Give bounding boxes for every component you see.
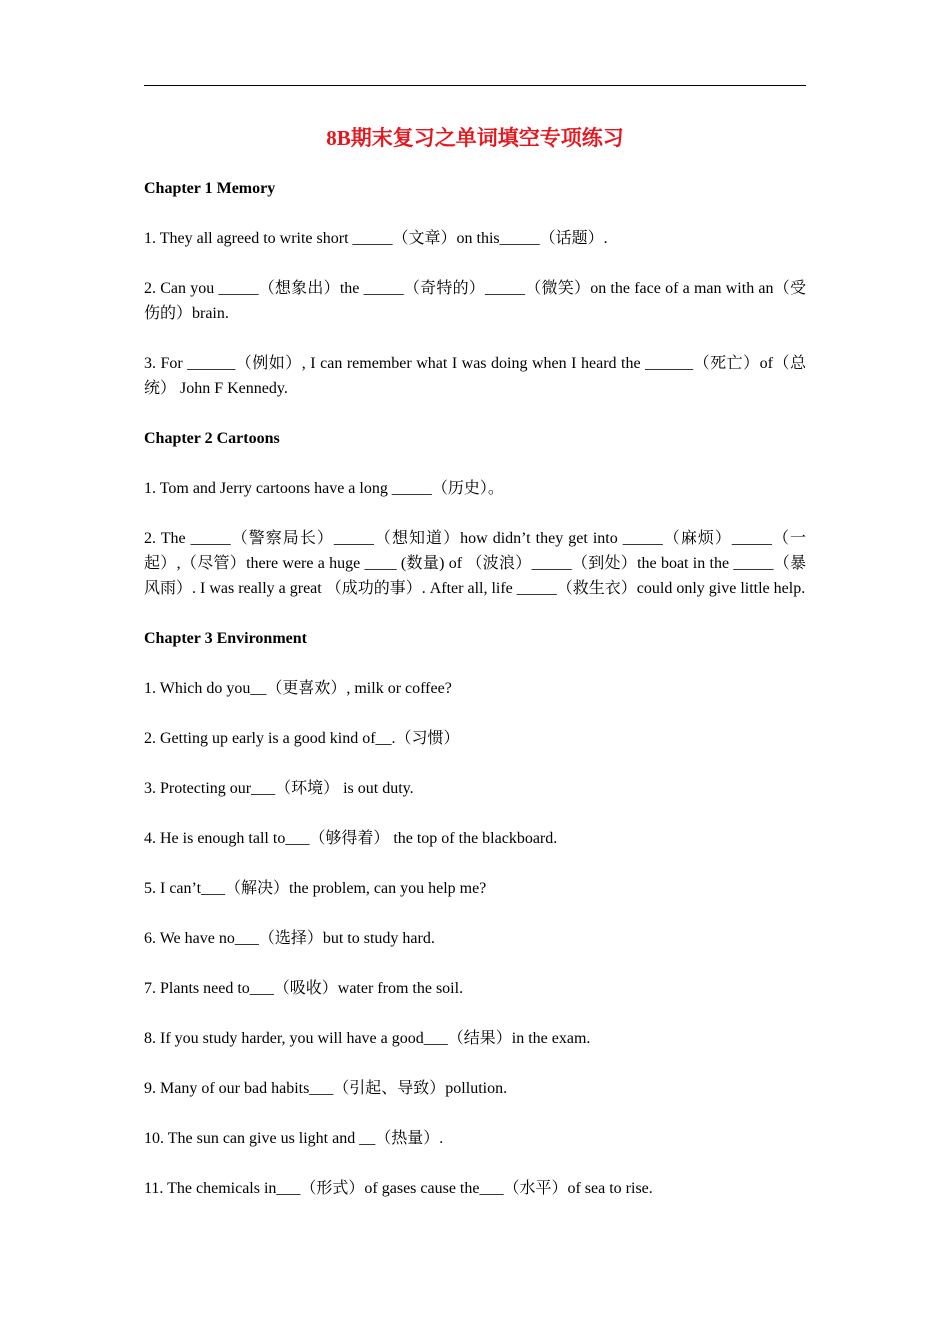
exercise-item: 6. We have no___（选择）but to study hard.	[144, 930, 435, 947]
exercise-item: 11. The chemicals in___（形式）of gases cause the___（水平）of sea to rise.	[144, 1180, 653, 1197]
chapter-heading: Chapter 3 Environment	[144, 630, 307, 647]
chapter-heading: Chapter 1 Memory	[144, 180, 276, 197]
exercise-item: 1. Tom and Jerry cartoons have a long _____（历史）。	[144, 480, 504, 497]
exercise-item: 4. He is enough tall to___（够得着） the top of the blackboard.	[144, 830, 558, 847]
chapter-heading: Chapter 2 Cartoons	[144, 430, 280, 447]
exercise-item: 2. Getting up early is a good kind of__.（习惯）	[144, 730, 460, 747]
exercise-item: 1. They all agreed to write short _____（文章）on this_____（话题）.	[144, 230, 608, 247]
exercise-item: 10. The sun can give us light and __（热量）.	[144, 1130, 444, 1147]
exercise-item: 2. The _____（警察局长）_____（想知道）how didn’t they get into _____（麻烦）_____（一起）,（尽管）there were a huge ____ (数量) of （波浪）_____（到处）the boat in the _____（暴风雨）. I was really a great （成功的事）. After all, life _____（救生衣）could only give little help.	[144, 530, 806, 597]
exercise-item: 7. Plants need to___（吸收）water from the soil.	[144, 980, 464, 997]
exercise-item: 1. Which do you__（更喜欢）, milk or coffee?	[144, 680, 452, 697]
exercise-item: 5. I can’t___（解决）the problem, can you help me?	[144, 880, 487, 897]
document-title: 8B期末复习之单词填空专项练习	[326, 126, 624, 150]
header-rule	[144, 85, 806, 86]
document-body	[144, 176, 806, 1201]
exercise-item: 8. If you study harder, you will have a good___（结果）in the exam.	[144, 1030, 591, 1047]
exercise-item: 3. Protecting our___（环境） is out duty.	[144, 780, 414, 797]
exercise-item: 2. Can you _____（想象出）the _____（奇特的）_____（微笑）on the face of a man with an（受伤的）brain.	[144, 280, 806, 322]
exercise-item: 3. For ______（例如）, I can remember what I was doing when I heard the ______（死亡）of（总统） John F Kennedy.	[144, 355, 806, 397]
exercise-item: 9. Many of our bad habits___（引起、导致）pollution.	[144, 1080, 508, 1097]
